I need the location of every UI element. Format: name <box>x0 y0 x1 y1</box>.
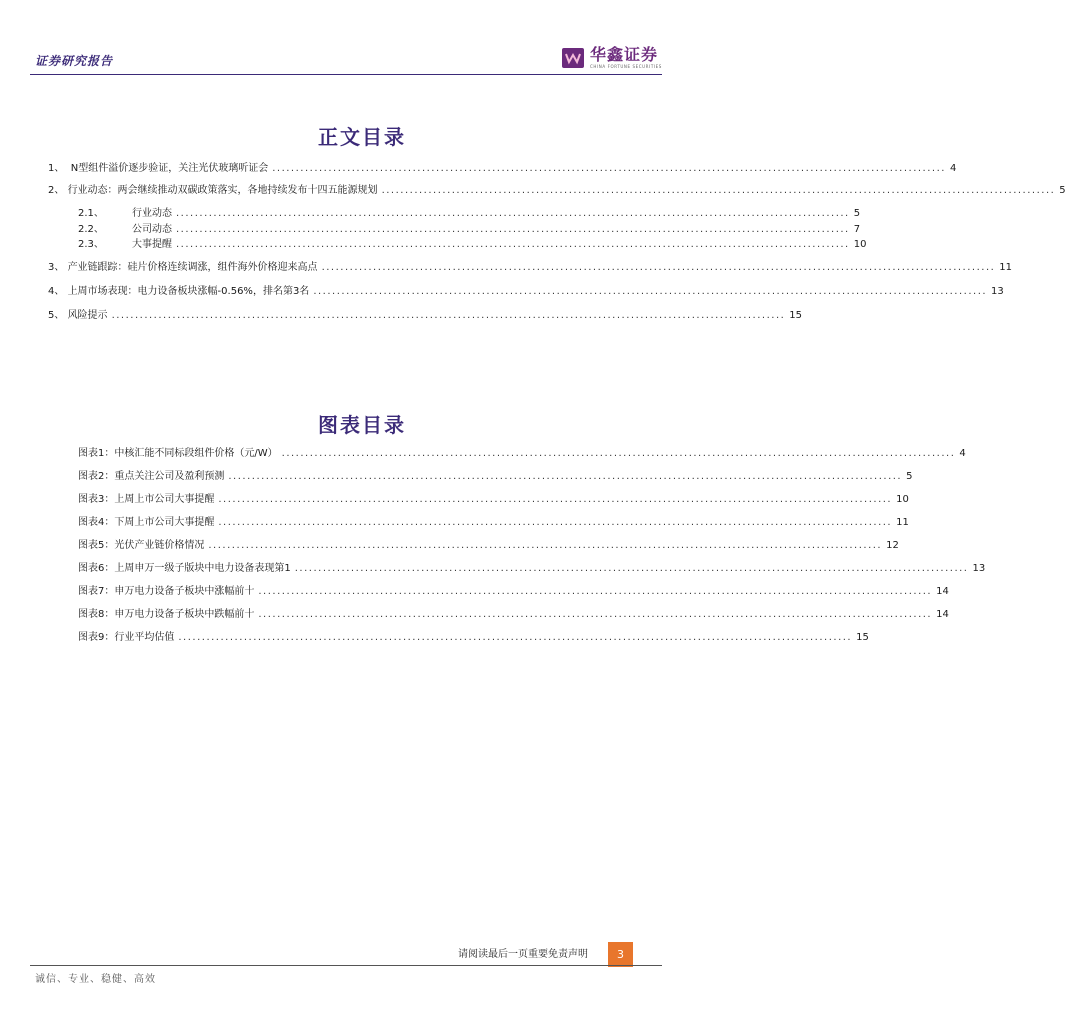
toc-item-page: 5 <box>1059 185 1066 196</box>
toc-item-page: 4 <box>949 163 957 174</box>
figure-item-label: 光伏产业链价格情况 <box>114 540 205 551</box>
figure-item-page: 11 <box>896 517 909 528</box>
toc-subitem[interactable] <box>78 207 861 221</box>
figure-item-page: 5 <box>906 471 913 482</box>
toc-item-label: 行业动态：两会继续推动双碳政策落实，各地持续发布十四五能源规划 <box>67 185 378 196</box>
leader-dots: ................................................................................................................................................ <box>178 632 853 643</box>
leader-dots: ................................................................................................................................................ <box>176 239 850 250</box>
toc-item[interactable] <box>48 261 1013 275</box>
figures-title: 图表目录 <box>318 413 406 437</box>
toc-item-number: 2.2、 <box>78 224 104 235</box>
figure-item-page: 10 <box>896 494 909 505</box>
figure-item-page: 14 <box>936 609 949 620</box>
toc-item-number: 4、 <box>48 286 65 297</box>
page-number: 3 <box>608 942 633 967</box>
figure-item[interactable] <box>78 539 899 553</box>
report-type-label: 证券研究报告 <box>35 54 114 68</box>
figure-item-label: 重点关注公司及盈利预测 <box>114 471 225 482</box>
toc-item-number: 1、 <box>48 163 65 174</box>
toc-item-page: 15 <box>789 310 803 321</box>
toc-item-label: 大事提醒 <box>132 239 172 250</box>
toc-title: 正文目录 <box>318 125 406 149</box>
figure-item[interactable] <box>78 516 909 530</box>
toc-item-label: 行业动态 <box>132 208 172 219</box>
figure-item-page: 13 <box>972 563 986 574</box>
toc-item-label: 风险提示 <box>67 310 108 321</box>
figure-item-page: 4 <box>959 448 966 459</box>
toc-item-number: 3、 <box>48 262 65 273</box>
toc-item-page: 5 <box>853 208 861 219</box>
figure-item-prefix: 图表2： <box>78 471 115 482</box>
footer-divider <box>30 965 662 966</box>
disclaimer-note: 请阅读最后一页重要免责声明 <box>458 949 588 960</box>
toc-subitem[interactable] <box>78 223 861 237</box>
leader-dots: ................................................................................................................................................ <box>258 586 933 597</box>
figure-item-label: 行业平均估值 <box>114 632 175 643</box>
figure-item[interactable] <box>78 608 949 622</box>
leader-dots: ................................................................................................................................................ <box>176 208 850 219</box>
leader-dots: ................................................................................................................................................ <box>313 286 988 297</box>
brand-name: 华鑫证券 <box>590 45 659 64</box>
toc-subitem[interactable] <box>78 238 867 252</box>
figure-item-label: 下周上市公司大事提醒 <box>114 517 215 528</box>
figure-item-label: 中核汇能不同标段组件价格（元/W） <box>114 448 278 459</box>
figure-item[interactable] <box>78 562 986 576</box>
toc-item-page: 11 <box>999 262 1013 273</box>
toc-item-number: 5、 <box>48 310 65 321</box>
figure-item-label: 申万电力设备子板块中跌幅前十 <box>114 609 255 620</box>
leader-dots: ................................................................................................................................................ <box>218 517 893 528</box>
figure-item-prefix: 图表4： <box>78 517 115 528</box>
toc-item[interactable] <box>48 309 803 323</box>
figure-item-label: 申万电力设备子板块中涨幅前十 <box>114 586 255 597</box>
brand-logo <box>562 46 662 69</box>
figure-item-prefix: 图表5： <box>78 540 115 551</box>
toc-item-page: 10 <box>853 239 867 250</box>
toc-item-number: 2.1、 <box>78 208 104 219</box>
header-divider <box>30 74 662 75</box>
toc-item-label: 产业链跟踪：硅片价格连续调涨，组件海外价格迎来高点 <box>67 262 318 273</box>
leader-dots: ................................................................................................................................................ <box>176 224 850 235</box>
figure-item[interactable] <box>78 493 909 507</box>
leader-dots: ................................................................................................................................................ <box>208 540 883 551</box>
figure-item[interactable] <box>78 585 949 599</box>
figure-item-prefix: 图表7： <box>78 586 115 597</box>
figure-item-page: 14 <box>936 586 949 597</box>
leader-dots: ................................................................................................................................................ <box>294 563 969 574</box>
toc-item[interactable] <box>48 184 1066 198</box>
leader-dots: ................................................................................................................................................ <box>281 448 956 459</box>
toc-item-page: 7 <box>853 224 861 235</box>
toc-item[interactable] <box>48 162 957 176</box>
leader-dots: ................................................................................................................................................ <box>381 185 1056 196</box>
toc-item-number: 2.3、 <box>78 239 104 250</box>
figure-item-prefix: 图表9： <box>78 632 115 643</box>
figure-item[interactable] <box>78 447 966 461</box>
figure-item-prefix: 图表1： <box>78 448 115 459</box>
toc-item[interactable] <box>48 285 1004 299</box>
toc-item-number: 2、 <box>48 185 65 196</box>
figure-item[interactable] <box>78 470 913 484</box>
leader-dots: ................................................................................................................................................ <box>111 310 786 321</box>
leader-dots: ................................................................................................................................................ <box>272 163 946 174</box>
leader-dots: ................................................................................................................................................ <box>228 471 903 482</box>
toc-item-label: 上周市场表现：电力设备板块涨幅-0.56%，排名第3名 <box>67 286 310 297</box>
leader-dots: ................................................................................................................................................ <box>321 262 996 273</box>
toc-item-label: N型组件溢价逐步验证，关注光伏玻璃听证会 <box>70 163 269 174</box>
toc-item-page: 13 <box>991 286 1004 297</box>
brand-logo-icon <box>562 48 584 68</box>
leader-dots: ................................................................................................................................................ <box>218 494 893 505</box>
figure-item-label: 上周上市公司大事提醒 <box>114 494 215 505</box>
figure-item-prefix: 图表3： <box>78 494 115 505</box>
figure-item[interactable] <box>78 631 869 645</box>
company-motto: 诚信、专业、稳健、高效 <box>35 974 156 985</box>
figure-item-page: 12 <box>886 540 899 551</box>
figure-item-prefix: 图表8： <box>78 609 115 620</box>
figure-item-prefix: 图表6： <box>78 563 115 574</box>
brand-subtitle: CHINA FORTUNE SECURITIES <box>590 64 662 69</box>
toc-item-label: 公司动态 <box>132 224 172 235</box>
figure-item-page: 15 <box>856 632 869 643</box>
leader-dots: ................................................................................................................................................ <box>258 609 933 620</box>
figure-item-label: 上周申万一级子版块中电力设备表现第1 <box>114 563 291 574</box>
